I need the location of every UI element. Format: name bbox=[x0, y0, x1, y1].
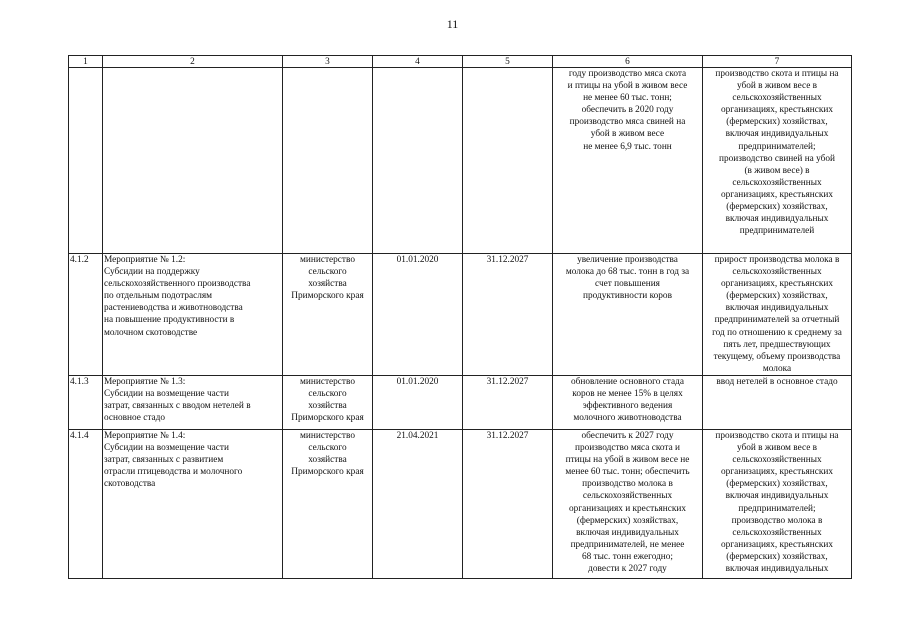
table-row bbox=[69, 68, 852, 254]
expected-result-cell: увеличение производства молока до 68 тыс. тонн в год за счет повышения продуктивности коров bbox=[553, 254, 703, 376]
start-date-cell bbox=[373, 68, 463, 254]
table-header-row bbox=[69, 56, 852, 68]
column-header: 4 bbox=[373, 56, 463, 68]
expected-result-cell: обеспечить к 2027 году производство мяса скота и птицы на убой в живом весе не менее 60 тыс. тонн; обеспечить производство молока в сельскохозяйственных организациях и крестьянских (фермерских) хозяйствах, включая индивидуальных предпринимателей, не менее 68 тыс. тонн ежегодно; довести к 2027 году bbox=[553, 429, 703, 578]
row-number-cell: 4.1.4 bbox=[69, 429, 103, 578]
executor-cell: министерство сельского хозяйства Приморского края bbox=[283, 375, 373, 429]
column-header: 1 bbox=[69, 56, 103, 68]
executor-cell: министерство сельского хозяйства Приморского края bbox=[283, 429, 373, 578]
table-row bbox=[69, 254, 852, 376]
column-header: 6 bbox=[553, 56, 703, 68]
end-date-cell: 31.12.2027 bbox=[463, 254, 553, 376]
end-date-cell: 31.12.2027 bbox=[463, 375, 553, 429]
row-number-cell bbox=[69, 68, 103, 254]
column-header: 5 bbox=[463, 56, 553, 68]
row-number-cell: 4.1.3 bbox=[69, 375, 103, 429]
indicator-cell: прирост производства молока в сельскохозяйственных организациях, крестьянских (фермерских) хозяйствах, включая индивидуальных предпринимателей за отчетный год по отношению к среднему за пять лет, предшествующих текущему, объему производства молока bbox=[703, 254, 852, 376]
indicator-cell: ввод нетелей в основное стадо bbox=[703, 375, 852, 429]
row-number-cell: 4.1.2 bbox=[69, 254, 103, 376]
page-number: 11 bbox=[446, 17, 459, 31]
measure-name-cell: Мероприятие № 1.4: Субсидии на возмещение части затрат, связанных с развитием отрасли птицеводства и молочного скотоводства bbox=[103, 429, 283, 578]
table-row bbox=[69, 429, 852, 578]
measure-name-cell: Мероприятие № 1.3: Субсидии на возмещение части затрат, связанных с вводом нетелей в основное стадо bbox=[103, 375, 283, 429]
expected-result-cell: году производство мяса скота и птицы на убой в живом весе не менее 60 тыс. тонн; обеспечить в 2020 году производство мяса свиней на убой в живом весе не менее 6,9 тыс. тонн bbox=[553, 68, 703, 254]
measure-name-cell bbox=[103, 68, 283, 254]
column-header: 3 bbox=[283, 56, 373, 68]
executor-cell: министерство сельского хозяйства Приморского края bbox=[283, 254, 373, 376]
measures-table bbox=[68, 55, 852, 579]
end-date-cell: 31.12.2027 bbox=[463, 429, 553, 578]
table-row bbox=[69, 375, 852, 429]
expected-result-cell: обновление основного стада коров не менее 15% в целях эффективного ведения молочного животноводства bbox=[553, 375, 703, 429]
executor-cell bbox=[283, 68, 373, 254]
start-date-cell: 21.04.2021 bbox=[373, 429, 463, 578]
end-date-cell bbox=[463, 68, 553, 254]
indicator-cell: производство скота и птицы на убой в живом весе в сельскохозяйственных организациях, крестьянских (фермерских) хозяйствах, включая индивидуальных предпринимателей; производство молока в сельскохозяйственных организациях, крестьянских (фермерских) хозяйствах, включая индивидуальных bbox=[703, 429, 852, 578]
column-header: 2 bbox=[103, 56, 283, 68]
start-date-cell: 01.01.2020 bbox=[373, 254, 463, 376]
indicator-cell: производство скота и птицы на убой в живом весе в сельскохозяйственных организациях, крестьянских (фермерских) хозяйствах, включая индивидуальных предпринимателей; производство свиней на убой (в живом весе) в сельскохозяйственных организациях, крестьянских (фермерских) хозяйствах, включая индивидуальных предпринимателей bbox=[703, 68, 852, 254]
start-date-cell: 01.01.2020 bbox=[373, 375, 463, 429]
column-header: 7 bbox=[703, 56, 852, 68]
measure-name-cell: Мероприятие № 1.2: Субсидии на поддержку сельскохозяйственного производства по отдельным подотраслям растениеводства и животноводства на повышение продуктивности в молочном скотоводстве bbox=[103, 254, 283, 376]
